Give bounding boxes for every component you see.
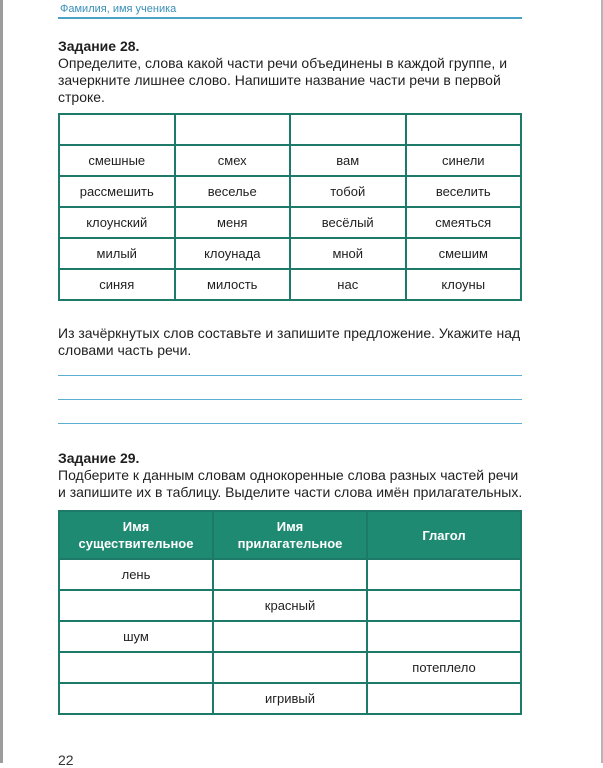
student-name-label: Фамилия, имя ученика (60, 3, 177, 15)
word-cell[interactable]: клоунада (175, 238, 291, 269)
noun-cell[interactable] (59, 652, 213, 683)
word-cell[interactable]: милый (59, 238, 175, 269)
noun-cell[interactable] (59, 590, 213, 621)
word-cell[interactable]: клоунский (59, 207, 175, 238)
word-cell[interactable]: смеяться (406, 207, 522, 238)
word-cell[interactable]: смешим (406, 238, 522, 269)
noun-cell[interactable]: лень (59, 559, 213, 590)
word-cell[interactable]: клоуны (406, 269, 522, 300)
task29-instructions: Подберите к данным словам однокоренные слова разных частей речи и запишите их в таблицу. Выделите части слова имён прилагательных. (58, 467, 523, 500)
table-row (59, 590, 521, 621)
noun-cell[interactable]: шум (59, 621, 213, 652)
task29-header-row (59, 511, 521, 559)
table-row (59, 683, 521, 714)
column-header-verb: Глагол (367, 511, 521, 559)
table-row (59, 269, 521, 300)
page-left-edge (0, 0, 3, 763)
word-cell[interactable]: меня (175, 207, 291, 238)
word-cell[interactable]: синели (406, 145, 522, 176)
word-cell[interactable]: смешные (59, 145, 175, 176)
word-cell[interactable]: веселье (175, 176, 291, 207)
word-cell[interactable]: синяя (59, 269, 175, 300)
task28-answer-cell[interactable] (175, 114, 291, 145)
column-header-adjective: Имя прилагательное (213, 511, 367, 559)
word-cell[interactable]: смех (175, 145, 291, 176)
task29-title: Задание 29. (58, 450, 140, 466)
student-name-line (58, 17, 522, 19)
verb-cell[interactable] (367, 590, 521, 621)
word-cell[interactable]: вам (290, 145, 406, 176)
table-row (59, 145, 521, 176)
table-row (59, 207, 521, 238)
task28-answer-cell[interactable] (59, 114, 175, 145)
adjective-cell[interactable] (213, 621, 367, 652)
task28-answer-cell[interactable] (406, 114, 522, 145)
column-header-noun: Имя существительное (59, 511, 213, 559)
word-cell[interactable]: милость (175, 269, 291, 300)
table-row (59, 176, 521, 207)
adjective-cell[interactable] (213, 652, 367, 683)
verb-cell[interactable] (367, 683, 521, 714)
page-number: 22 (58, 752, 74, 768)
task28-answer-cell[interactable] (290, 114, 406, 145)
answer-line[interactable] (58, 423, 522, 424)
word-cell[interactable]: рассмешить (59, 176, 175, 207)
verb-cell[interactable] (367, 621, 521, 652)
verb-cell[interactable] (367, 559, 521, 590)
task28-title: Задание 28. (58, 38, 140, 54)
word-cell[interactable]: весёлый (290, 207, 406, 238)
noun-cell[interactable] (59, 683, 213, 714)
answer-line[interactable] (58, 375, 522, 376)
task28-instructions: Определите, слова какой части речи объединены в каждой группе, и зачеркните лишнее слово. Напишите название части речи в первой строке. (58, 55, 508, 105)
task28-table (58, 113, 522, 301)
task29-table (58, 510, 522, 715)
word-cell[interactable]: мной (290, 238, 406, 269)
table-row (59, 559, 521, 590)
word-cell[interactable]: нас (290, 269, 406, 300)
adjective-cell[interactable] (213, 559, 367, 590)
adjective-cell[interactable]: игривый (213, 683, 367, 714)
task28-followup: Из зачёркнутых слов составьте и запишите предложение. Укажите над словами часть речи. (58, 325, 521, 358)
word-cell[interactable]: тобой (290, 176, 406, 207)
verb-cell[interactable]: потеплело (367, 652, 521, 683)
table-row (59, 238, 521, 269)
table-row (59, 621, 521, 652)
adjective-cell[interactable]: красный (213, 590, 367, 621)
task28-header-row (59, 114, 521, 145)
word-cell[interactable]: веселить (406, 176, 522, 207)
table-row (59, 652, 521, 683)
answer-line[interactable] (58, 399, 522, 400)
